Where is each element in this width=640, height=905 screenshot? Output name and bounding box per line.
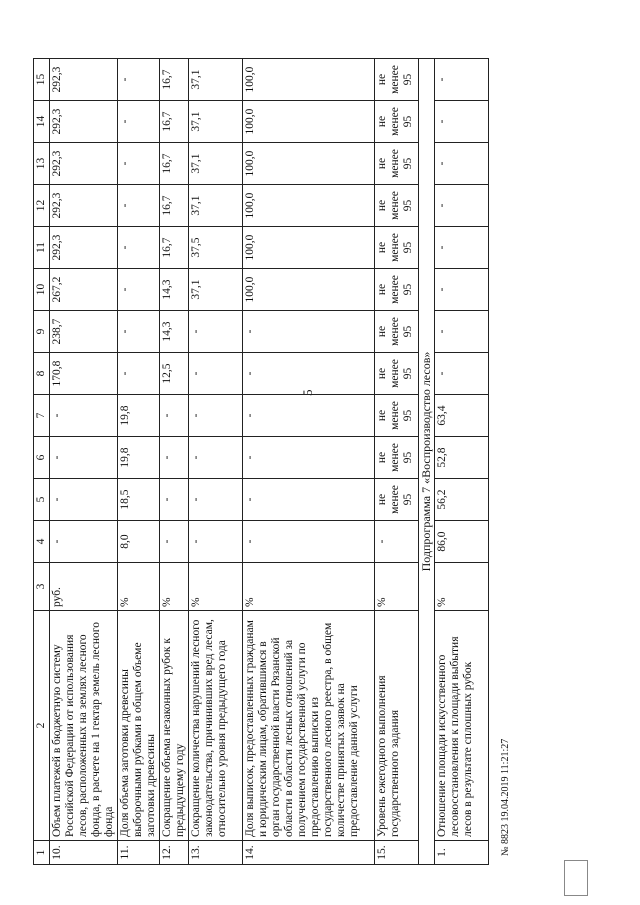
page-number: 5	[300, 389, 315, 396]
indicator-name: Объем платежей в бюджетную систему Российской Федерации от использования лесов, расположенных на землях лесного фонда, в расчете на 1 гектар земель лесного фонда	[50, 611, 118, 841]
value-cell: 100,0	[243, 143, 375, 185]
header-cell: 15	[34, 59, 50, 101]
value-cell: -	[435, 143, 489, 185]
header-cell: 9	[34, 311, 50, 353]
header-cell: 13	[34, 143, 50, 185]
row-number: 12.	[160, 841, 189, 865]
unit-cell: %	[375, 563, 419, 611]
value-cell: -	[435, 101, 489, 143]
value-cell: 100,0	[243, 227, 375, 269]
value-cell: -	[435, 311, 489, 353]
header-cell: 7	[34, 395, 50, 437]
value-cell: 19,8	[118, 395, 160, 437]
table-row	[375, 59, 419, 865]
value-cell: не менее 95	[375, 269, 419, 311]
value-cell: 37,1	[189, 143, 243, 185]
table-row	[118, 59, 160, 865]
value-cell: 37,5	[189, 227, 243, 269]
value-cell: не менее 95	[375, 185, 419, 227]
value-cell: не менее 95	[375, 101, 419, 143]
value-cell: 86,0	[435, 521, 489, 563]
value-cell: -	[118, 143, 160, 185]
registration-stamp: № 8823 19.04.2019 11:21:27	[500, 738, 511, 856]
header-cell: 14	[34, 101, 50, 143]
value-cell: -	[50, 437, 118, 479]
value-cell: 8,0	[118, 521, 160, 563]
header-cell: 10	[34, 269, 50, 311]
subprogram-row	[419, 59, 435, 865]
value-cell: -	[435, 353, 489, 395]
indicator-name: Доля объема заготовки древесины выборочными рубками в общем объеме заготовки древесины	[118, 611, 160, 841]
value-cell: -	[189, 395, 243, 437]
indicator-name: Уровень ежегодного выполнения государственного задания	[375, 611, 419, 841]
value-cell: -	[118, 269, 160, 311]
value-cell: -	[435, 227, 489, 269]
value-cell: 238,7	[50, 311, 118, 353]
table-row	[435, 59, 489, 865]
value-cell: -	[435, 269, 489, 311]
row-number: 15.	[375, 841, 419, 865]
value-cell: -	[189, 353, 243, 395]
header-cell: 1	[34, 841, 50, 865]
value-cell: -	[435, 59, 489, 101]
header-cell: 11	[34, 227, 50, 269]
value-cell: 14,3	[160, 311, 189, 353]
value-cell: -	[160, 437, 189, 479]
header-cell: 8	[34, 353, 50, 395]
value-cell: 14,3	[160, 269, 189, 311]
value-cell: 100,0	[243, 185, 375, 227]
indicators-table	[33, 58, 489, 865]
value-cell: 292,3	[50, 59, 118, 101]
value-cell: не менее 95	[375, 143, 419, 185]
header-cell: 4	[34, 521, 50, 563]
row-number: 10.	[50, 841, 118, 865]
header-cell: 6	[34, 437, 50, 479]
value-cell: 52,8	[435, 437, 489, 479]
value-cell: не менее 95	[375, 479, 419, 521]
header-cell: 3	[34, 563, 50, 611]
unit-cell: %	[118, 563, 160, 611]
value-cell: 16,7	[160, 185, 189, 227]
row-number: 1.	[435, 841, 489, 865]
value-cell: -	[160, 521, 189, 563]
value-cell: 16,7	[160, 59, 189, 101]
value-cell: -	[243, 479, 375, 521]
header-cell: 2	[34, 611, 50, 841]
value-cell: -	[375, 521, 419, 563]
unit-cell: %	[189, 563, 243, 611]
value-cell: -	[435, 185, 489, 227]
value-cell: не менее 95	[375, 395, 419, 437]
value-cell: 16,7	[160, 101, 189, 143]
stamp-logo	[564, 860, 588, 896]
value-cell: 37,1	[189, 269, 243, 311]
indicator-name: Сокращение количества нарушений лесного законодательства, причинивших вред лесам, относительно уровня предыдущего года	[189, 611, 243, 841]
value-cell: 16,7	[160, 143, 189, 185]
value-cell: -	[243, 353, 375, 395]
indicator-name: Доля выписок, предоставленных гражданам и юридическим лицам, обратившимся в орган государственной власти Рязанской области в области лесных отношений за получением государственной услуги по предоставлению выписки из государственного лесного реестра, в общем количестве принятых заявок на предоставление данной услуги	[243, 611, 375, 841]
value-cell: 100,0	[243, 59, 375, 101]
value-cell: -	[118, 59, 160, 101]
header-cell: 12	[34, 185, 50, 227]
value-cell: 292,3	[50, 227, 118, 269]
value-cell: 12,5	[160, 353, 189, 395]
value-cell: -	[118, 353, 160, 395]
table-row	[50, 59, 118, 865]
value-cell: 267,2	[50, 269, 118, 311]
subprogram-title: Подпрограмма 7 «Воспроизводство лесов»	[419, 59, 435, 865]
table-row	[243, 59, 375, 865]
unit-cell: руб.	[50, 563, 118, 611]
row-number: 13.	[189, 841, 243, 865]
value-cell: 170,8	[50, 353, 118, 395]
value-cell: не менее 95	[375, 311, 419, 353]
value-cell: -	[243, 437, 375, 479]
table-row	[160, 59, 189, 865]
value-cell: 37,1	[189, 59, 243, 101]
value-cell: -	[189, 521, 243, 563]
indicator-name: Отношение площади искусственного лесовосстановления к площади выбытия лесов в результате сплошных рубок	[435, 611, 489, 841]
row-number: 11.	[118, 841, 160, 865]
value-cell: 292,3	[50, 185, 118, 227]
table-body	[50, 59, 489, 865]
value-cell: -	[118, 227, 160, 269]
value-cell: 56,2	[435, 479, 489, 521]
value-cell: -	[243, 311, 375, 353]
value-cell: -	[118, 185, 160, 227]
row-number: 14.	[243, 841, 375, 865]
value-cell: -	[189, 479, 243, 521]
table-header-row	[34, 59, 50, 865]
value-cell: -	[118, 101, 160, 143]
table-row	[189, 59, 243, 865]
value-cell: -	[50, 395, 118, 437]
value-cell: не менее 95	[375, 437, 419, 479]
value-cell: -	[189, 437, 243, 479]
value-cell: 16,7	[160, 227, 189, 269]
value-cell: не менее 95	[375, 227, 419, 269]
value-cell: 63,4	[435, 395, 489, 437]
value-cell: 292,3	[50, 101, 118, 143]
value-cell: 100,0	[243, 101, 375, 143]
value-cell: 292,3	[50, 143, 118, 185]
value-cell: -	[160, 395, 189, 437]
value-cell: -	[189, 311, 243, 353]
value-cell: -	[243, 521, 375, 563]
header-cell: 5	[34, 479, 50, 521]
value-cell: -	[118, 311, 160, 353]
value-cell: 100,0	[243, 269, 375, 311]
value-cell: 37,1	[189, 185, 243, 227]
value-cell: -	[50, 521, 118, 563]
value-cell: 18,5	[118, 479, 160, 521]
value-cell: 37,1	[189, 101, 243, 143]
value-cell: -	[243, 395, 375, 437]
unit-cell: %	[160, 563, 189, 611]
value-cell: 19,8	[118, 437, 160, 479]
value-cell: -	[160, 479, 189, 521]
unit-cell: %	[243, 563, 375, 611]
indicator-name: Сокращение объема незаконных рубок к предыдущему году	[160, 611, 189, 841]
unit-cell: %	[435, 563, 489, 611]
value-cell: не менее 95	[375, 59, 419, 101]
value-cell: не менее 95	[375, 353, 419, 395]
value-cell: -	[50, 479, 118, 521]
